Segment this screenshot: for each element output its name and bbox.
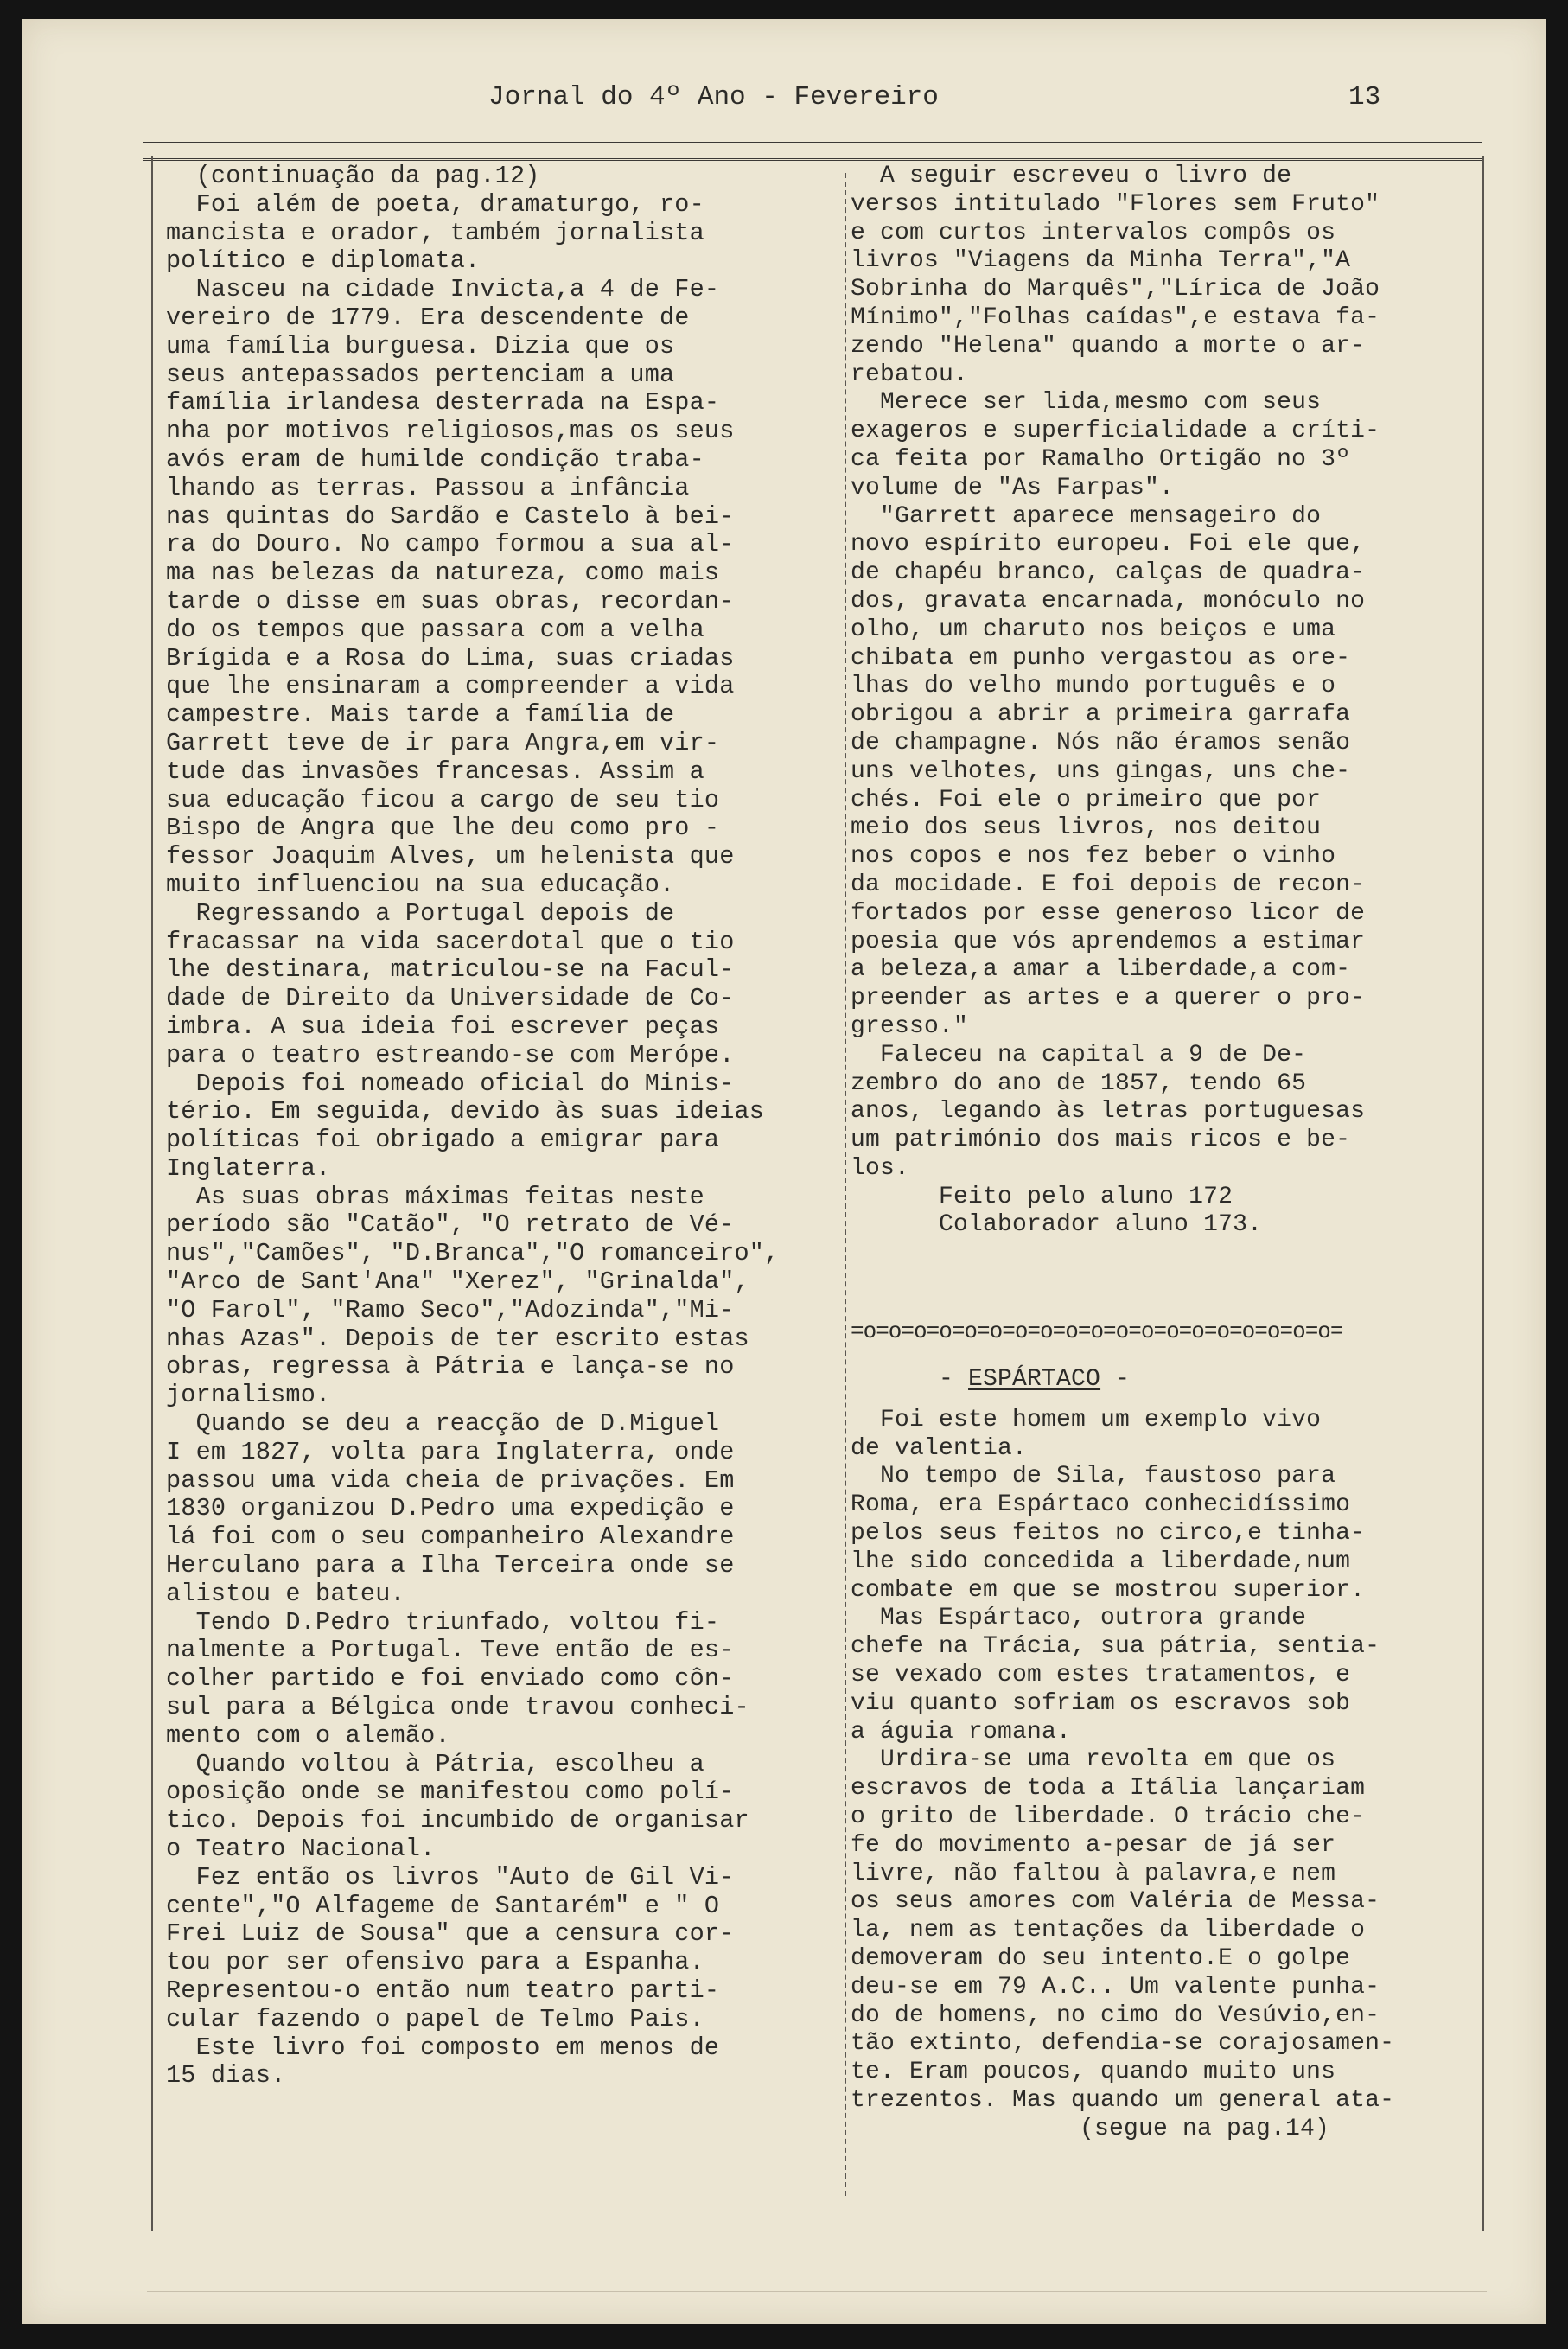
- text-line: nas quintas do Sardão e Castelo à bei-: [166, 501, 735, 531]
- text-line: avós eram de humilde condição traba-: [166, 444, 704, 474]
- text-line: jornalismo.: [166, 1381, 331, 1410]
- section-title-row: - ESPÁRTACO -: [851, 1366, 1131, 1393]
- text-line: escravos de toda a Itália lançariam: [851, 1775, 1366, 1803]
- text-line: passou uma vida cheia de privações. Em: [166, 1465, 735, 1495]
- text-line: A seguir escreveu o livro de: [851, 163, 1292, 189]
- text-line: Colaborador aluno 173.: [851, 1211, 1263, 1239]
- text-line: preender as artes e a querer o pro-: [851, 985, 1366, 1012]
- text-line: exageros e superficialidade a críti-: [851, 418, 1380, 445]
- text-line: os seus amores com Valéria de Messa-: [851, 1888, 1380, 1916]
- text-line: Sobrinha do Marquês","Lírica de João: [851, 276, 1380, 303]
- text-line: muito influenciou na sua educação.: [166, 870, 675, 899]
- text-line: nha por motivos religiosos,mas os seus: [166, 417, 735, 446]
- text-line: oposição onde se manifestou como polí-: [166, 1778, 735, 1807]
- text-line: o Teatro Nacional.: [166, 1835, 436, 1864]
- text-line: chés. Foi ele o primeiro que por: [851, 786, 1322, 814]
- text-line: a beleza,a amar a liberdade,a com-: [851, 956, 1351, 984]
- text-line: Bispo de Angra que lhe deu como pro -: [166, 814, 720, 843]
- text-line: Quando voltou à Pátria, escolheu a: [166, 1749, 704, 1778]
- text-line: lhando as terras. Passou a infância: [166, 473, 690, 502]
- footer-faint-rule: [147, 2291, 1487, 2293]
- text-line: trezentos. Mas quando um general ata-: [851, 2086, 1395, 2114]
- text-line: fracassar na vida sacerdotal que o tio: [166, 927, 735, 956]
- text-line: dos, gravata encarnada, monóculo no: [851, 587, 1366, 615]
- text-line: fe do movimento a-pesar de já ser: [851, 1831, 1336, 1859]
- text-line: olho, um charuto nos beiços e uma: [851, 616, 1336, 643]
- text-line: que lhe ensinaram a compreender a vida: [166, 672, 735, 701]
- text-line: viu quanto sofriam os escravos sob: [851, 1689, 1351, 1717]
- text-line: Foi este homem um exemplo vivo: [851, 1406, 1322, 1433]
- text-line: família irlandesa desterrada na Espa-: [166, 388, 720, 418]
- text-line: Herculano para a Ilha Terceira onde se: [166, 1551, 735, 1580]
- text-line: fortados por esse generoso licor de: [851, 899, 1366, 927]
- text-line: zendo "Helena" quando a morte o ar-: [851, 332, 1366, 360]
- text-line: 1830 organizou D.Pedro uma expedição e: [166, 1494, 735, 1523]
- text-line: Regressando a Portugal depois de: [166, 898, 675, 928]
- text-line: Este livro foi composto em menos de: [166, 2033, 720, 2062]
- text-line: do os tempos que passara com a velha: [166, 615, 704, 644]
- text-line: Garrett teve de ir para Angra,em vir-: [166, 728, 720, 757]
- continuation-note: [851, 2116, 1495, 2144]
- text-line: nus","Camões", "D.Branca","O romanceiro",: [166, 1239, 780, 1268]
- text-line: ca feita por Ramalho Ortigão no 3º: [851, 445, 1351, 473]
- text-line: livre, não faltou à palavra,e nem: [851, 1860, 1336, 1887]
- page-number: 13: [1348, 82, 1381, 112]
- text-line: As suas obras máximas feitas neste: [166, 1182, 704, 1211]
- text-line: de champagne. Nós não éramos senão: [851, 729, 1351, 756]
- text-line: (continuação da pag.12): [166, 162, 540, 190]
- text-line: versos intitulado "Flores sem Fruto": [851, 190, 1380, 218]
- section-title: ESPÁRTACO: [968, 1366, 1101, 1393]
- text-line: político e diplomata.: [166, 246, 481, 276]
- text-line: um património dos mais ricos e be-: [851, 1127, 1351, 1154]
- text-line: rebatou.: [851, 361, 969, 388]
- text-line: demoveram do seu intento.E o golpe: [851, 1944, 1351, 1972]
- text-line: anos, legando às letras portuguesas: [851, 1098, 1366, 1126]
- right-column-top-text: [851, 163, 1495, 1240]
- text-line: ma nas belezas da natureza, como mais: [166, 559, 720, 588]
- text-line: Merece ser lida,mesmo com seus: [851, 389, 1322, 417]
- text-line: Roma, era Espártaco conhecidíssimo: [851, 1491, 1351, 1519]
- column-divider: [845, 173, 846, 2196]
- text-line: e com curtos intervalos compôs os: [851, 219, 1336, 246]
- text-line: Foi além de poeta, dramaturgo, ro-: [166, 189, 704, 219]
- text-line: Nasceu na cidade Invicta,a 4 de Fe-: [166, 275, 720, 304]
- text-line: livros "Viagens da Minha Terra","A: [851, 247, 1351, 275]
- text-line: Fez então os livros "Auto de Gil Vi-: [166, 1862, 735, 1892]
- text-line: obras, regressa à Pátria e lança-se no: [166, 1352, 735, 1382]
- text-line: lhas do velho mundo português e o: [851, 673, 1336, 700]
- text-line: imbra. A sua ideia foi escrever peças: [166, 1012, 720, 1041]
- separator-rule: =o=o=o=o=o=o=o=o=o=o=o=o=o=o=o=o=o=o=o=: [851, 1318, 1343, 1344]
- text-line: nhas Azas". Depois de ter escrito estas: [166, 1324, 749, 1353]
- text-line: lhe destinara, matriculou-se na Facul-: [166, 955, 735, 985]
- text-line: da mocidade. E foi depois de recon-: [851, 871, 1366, 898]
- text-line: mancista e orador, também jornalista: [166, 218, 704, 247]
- text-line: chefe na Trácia, sua pátria, sentia-: [851, 1633, 1380, 1661]
- text-line: nos copos e nos fez beber o vinho: [851, 843, 1336, 871]
- text-line: fessor Joaquim Alves, um helenista que: [166, 842, 735, 871]
- right-column-bottom-text: [851, 1407, 1495, 2116]
- text-line: lhe sido concedida a liberdade,num: [851, 1548, 1351, 1575]
- text-line: combate em que se mostrou superior.: [851, 1576, 1366, 1604]
- text-line: sua educação ficou a cargo de seu tio: [166, 785, 720, 814]
- text-line: poesia que vós aprendemos a estimar: [851, 928, 1366, 955]
- text-line: I em 1827, volta para Inglaterra, onde: [166, 1437, 735, 1466]
- text-line: Inglaterra.: [166, 1153, 331, 1183]
- text-line: tarde o disse em suas obras, recordan-: [166, 586, 735, 616]
- text-line: zembro do ano de 1857, tendo 65: [851, 1069, 1307, 1097]
- espartaco-section: [851, 1366, 1495, 2144]
- text-line: Feito pelo aluno 172: [851, 1183, 1233, 1210]
- text-line: Faleceu na capital a 9 de De-: [851, 1041, 1307, 1069]
- header-double-rule: [143, 142, 1482, 161]
- text-line: Urdira-se uma revolta em que os: [851, 1746, 1336, 1774]
- text-line: "Arco de Sant'Ana" "Xerez", "Grinalda",: [166, 1267, 749, 1297]
- text-line: do de homens, no cimo do Vesúvio,en-: [851, 2001, 1380, 2029]
- left-column: [166, 163, 845, 2090]
- page-header-title: Jornal do 4º Ano - Fevereiro: [488, 82, 939, 112]
- text-line: de valentia.: [851, 1434, 1028, 1462]
- text-line: meio dos seus livros, nos deitou: [851, 814, 1322, 842]
- text-line: Mas Espártaco, outrora grande: [851, 1605, 1307, 1632]
- text-line: campestre. Mais tarde a família de: [166, 700, 675, 730]
- text-line: nalmente a Portugal. Teve então de es-: [166, 1636, 735, 1665]
- right-column: [851, 163, 1495, 1240]
- continuation-text: (segue na pag.14): [1080, 2115, 1330, 2142]
- text-line: mento com o alemão.: [166, 1720, 450, 1750]
- text-line: uns velhotes, uns gingas, uns che-: [851, 757, 1351, 785]
- text-line: de chapéu branco, calças de quadra-: [851, 559, 1366, 587]
- text-line: tério. Em seguida, devido às suas ideias: [166, 1097, 765, 1127]
- text-line: deu-se em 79 A.C.. Um valente punha-: [851, 1973, 1380, 2001]
- text-line: No tempo de Sila, faustoso para: [851, 1463, 1336, 1490]
- text-line: tude das invasões francesas. Assim a: [166, 756, 704, 786]
- text-line: chibata em punho vergastou as ore-: [851, 644, 1351, 672]
- text-line: los.: [851, 1154, 910, 1182]
- text-line: tou por ser ofensivo para a Espanha.: [166, 1948, 704, 1977]
- text-line: colher partido e foi enviado como côn-: [166, 1664, 735, 1694]
- text-line: volume de "As Farpas".: [851, 474, 1175, 501]
- text-line: gresso.": [851, 1012, 969, 1040]
- left-frame-rule: [151, 156, 153, 2231]
- text-line: uma família burguesa. Dizia que os: [166, 331, 675, 361]
- text-line: Depois foi nomeado oficial do Minis-: [166, 1069, 735, 1098]
- text-line: políticas foi obrigado a emigrar para: [166, 1126, 720, 1155]
- text-line: dade de Direito da Universidade de Co-: [166, 984, 735, 1013]
- text-line: período são "Catão", "O retrato de Vé-: [166, 1210, 735, 1240]
- text-line: "O Farol", "Ramo Seco","Adozinda","Mi-: [166, 1295, 735, 1325]
- text-line: "Garrett aparece mensageiro do: [851, 502, 1322, 530]
- text-line: sul para a Bélgica onde travou conheci-: [166, 1693, 749, 1722]
- text-line: novo espírito europeu. Foi ele que,: [851, 531, 1366, 559]
- text-line: para o teatro estreando-se com Merópe.: [166, 1040, 735, 1069]
- text-line: vereiro de 1779. Era descendente de: [166, 303, 690, 332]
- text-line: Brígida e a Rosa do Lima, suas criadas: [166, 643, 735, 673]
- text-line: Mínimo","Folhas caídas",e estava fa-: [851, 303, 1380, 331]
- text-line: se vexado com estes tratamentos, e: [851, 1661, 1351, 1688]
- text-line: o grito de liberdade. O trácio che-: [851, 1803, 1366, 1830]
- text-line: la, nem as tentações da liberdade o: [851, 1917, 1366, 1944]
- text-line: tão extinto, defendia-se corajosamen-: [851, 2030, 1395, 2058]
- text-line: ra do Douro. No campo formou a sua al-: [166, 530, 735, 559]
- text-line: cular fazendo o papel de Telmo Pais.: [166, 2004, 704, 2033]
- text-line: te. Eram poucos, quando muito uns: [851, 2059, 1336, 2086]
- text-line: Quando se deu a reacção de D.Miguel: [166, 1409, 720, 1439]
- text-line: pelos seus feitos no circo,e tinha-: [851, 1519, 1366, 1547]
- text-line: Representou-o então num teatro parti-: [166, 1976, 720, 2005]
- text-line: lá foi com o seu companheiro Alexandre: [166, 1522, 735, 1552]
- text-line: a águia romana.: [851, 1718, 1072, 1746]
- text-line: obrigou a abrir a primeira garrafa: [851, 701, 1351, 729]
- text-line: seus antepassados pertenciam a uma: [166, 360, 675, 389]
- text-line: Frei Luiz de Sousa" que a censura cor-: [166, 1919, 735, 1949]
- text-line: 15 dias.: [166, 2061, 286, 2090]
- text-line: tico. Depois foi incumbido de organisar: [166, 1806, 749, 1835]
- text-line: Tendo D.Pedro triunfado, voltou fi-: [166, 1607, 720, 1637]
- text-line: cente","O Alfageme de Santarém" e " O: [166, 1891, 720, 1920]
- text-line: alistou e bateu.: [166, 1579, 405, 1608]
